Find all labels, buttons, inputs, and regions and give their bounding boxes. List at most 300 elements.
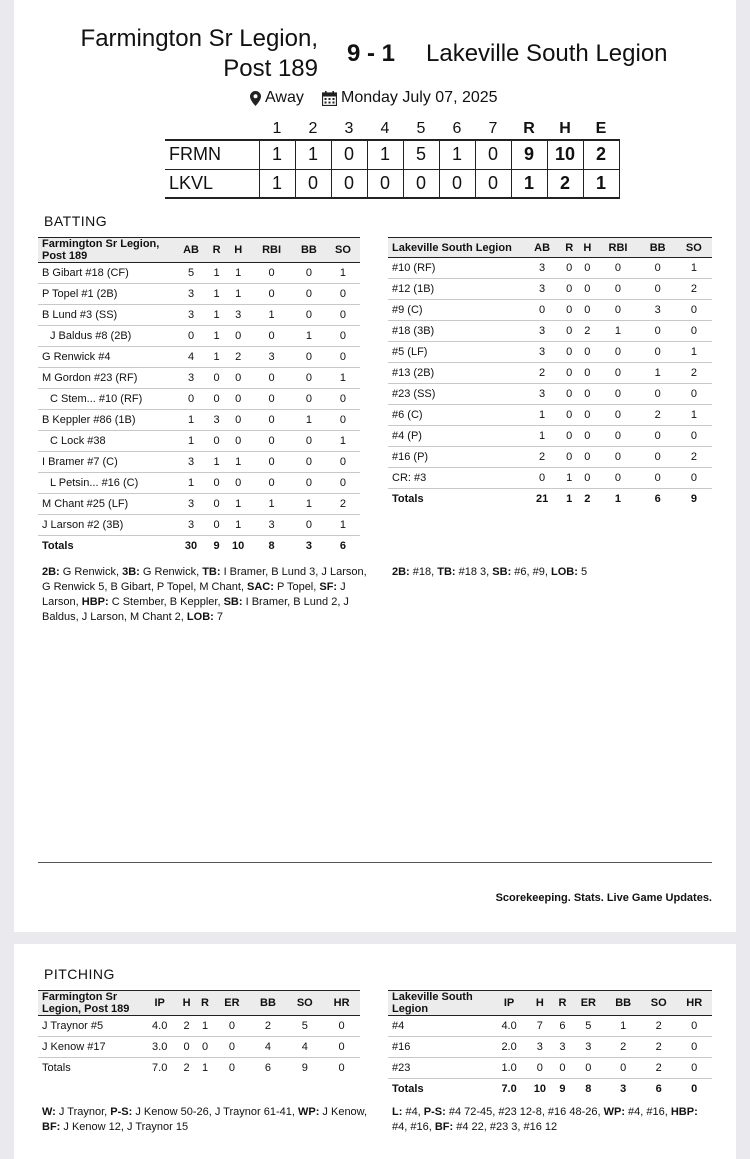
stat-cell: 0: [208, 431, 225, 452]
stat-cell: 0: [560, 405, 578, 426]
note-label: 3B:: [122, 566, 140, 578]
note-text: J Traynor,: [55, 1106, 111, 1118]
note-label: WP:: [297, 1106, 320, 1118]
col-header: SO: [676, 238, 712, 258]
final-score: 9 - 1: [347, 40, 396, 67]
stat-cell: 0: [225, 431, 251, 452]
stat-cell: 0: [578, 426, 596, 447]
note-text: P Topel,: [273, 581, 320, 593]
stat-cell: 0: [596, 279, 639, 300]
note-text: G Renwick,: [59, 566, 123, 578]
stat-cell: 0: [676, 1058, 712, 1079]
stat-cell: 0: [596, 342, 639, 363]
home-batting-notes: [42, 565, 368, 625]
line-score-row-away: [165, 169, 619, 198]
inning-runs: 1: [259, 169, 295, 198]
stat-cell: 4.0: [142, 1016, 177, 1037]
player-row: [38, 347, 360, 368]
player-name: #10 (RF): [388, 258, 524, 279]
inning-runs: 0: [475, 169, 511, 198]
stat-cell: 3: [524, 279, 560, 300]
stat-cell: 0: [560, 447, 578, 468]
inning-runs: 1: [439, 140, 475, 169]
inning-runs: 0: [367, 169, 403, 198]
stat-cell: 0: [326, 284, 360, 305]
stat-cell: 2: [524, 363, 560, 384]
stat-cell: 1: [208, 305, 225, 326]
stat-cell: 0: [526, 1058, 553, 1079]
stat-cell: 3: [208, 410, 225, 431]
home-team-line2: Post 189: [223, 55, 318, 82]
note-label: SB:: [492, 566, 512, 578]
stat-cell: 0: [251, 263, 292, 284]
calendar-icon: [322, 91, 337, 106]
player-row: [388, 1016, 712, 1037]
stat-cell: 0: [560, 258, 578, 279]
note-text: #4, #16,: [624, 1106, 671, 1118]
stat-cell: 0: [578, 468, 596, 489]
note-text: J Kenow 12, J Traynor 15: [60, 1121, 189, 1133]
stat-cell: 3: [251, 347, 292, 368]
stat-cell: 3: [174, 284, 208, 305]
stat-cell: 2: [641, 1058, 677, 1079]
note-label: HBP:: [81, 596, 109, 608]
inning-header: 1: [272, 119, 282, 137]
stat-cell: 0: [676, 1037, 712, 1058]
inning-runs: 0: [331, 140, 367, 169]
player-row: [38, 515, 360, 536]
total-cell: 6: [339, 540, 347, 553]
batting-header-row: [388, 238, 712, 258]
inning-runs: 1: [259, 140, 295, 169]
total-cell: 21: [535, 493, 549, 506]
stat-cell: 3: [174, 494, 208, 515]
stat-cell: 0: [292, 305, 326, 326]
player-name: #16 (P): [388, 447, 524, 468]
away-pitching-notes: [392, 1105, 712, 1135]
stat-cell: 0: [571, 1058, 605, 1079]
hits-header: H: [559, 119, 571, 137]
stat-cell: 3: [571, 1037, 605, 1058]
total-runs: 1: [511, 169, 547, 198]
total-cell: 0: [338, 1062, 345, 1075]
inning-header: 2: [308, 119, 318, 137]
player-row: [38, 368, 360, 389]
player-name: #4: [388, 1016, 492, 1037]
stat-cell: 3: [524, 321, 560, 342]
stat-cell: 4: [286, 1037, 323, 1058]
stat-cell: 2.0: [492, 1037, 526, 1058]
note-text: J Kenow,: [319, 1106, 368, 1118]
stat-cell: 1: [326, 368, 360, 389]
stat-cell: 0: [177, 1037, 195, 1058]
player-name: J Kenow #17: [38, 1037, 142, 1058]
stat-cell: 0: [326, 305, 360, 326]
stat-cell: 2: [676, 363, 712, 384]
date-info: [322, 89, 498, 107]
game-location: Away: [265, 89, 304, 106]
total-cell: 0: [228, 1062, 235, 1075]
stat-cell: 3: [174, 305, 208, 326]
note-text: #4 72-45, #23 12-8, #16 48-26,: [445, 1106, 604, 1118]
stat-cell: 0: [251, 452, 292, 473]
inning-runs: 1: [367, 140, 403, 169]
stat-cell: 0: [326, 389, 360, 410]
player-name: #6 (C): [388, 405, 524, 426]
stat-cell: 0: [578, 384, 596, 405]
stat-cell: 0: [208, 389, 225, 410]
stat-cell: 2: [676, 447, 712, 468]
batting-sheet: [14, 0, 736, 932]
col-header: RBI: [596, 238, 639, 258]
stat-cell: 1: [524, 405, 560, 426]
stat-cell: 5: [286, 1016, 323, 1037]
stat-cell: 0: [640, 342, 676, 363]
stat-cell: 7: [526, 1016, 553, 1037]
player-name: #16: [388, 1037, 492, 1058]
stat-cell: 0: [596, 405, 639, 426]
player-name: J Traynor #5: [38, 1016, 142, 1037]
stat-cell: 3.0: [142, 1037, 177, 1058]
stat-cell: 0: [640, 447, 676, 468]
stat-cell: 3: [524, 384, 560, 405]
stat-cell: 1: [196, 1016, 214, 1037]
inning-header: 5: [416, 119, 426, 137]
stat-cell: 0: [251, 473, 292, 494]
home-team-line1: Farmington Sr Legion,: [80, 25, 318, 52]
col-header: HR: [676, 991, 712, 1016]
stat-cell: 0: [208, 494, 225, 515]
total-cell: 9: [301, 1062, 308, 1075]
note-text: J Kenow 50-26, J Traynor 61-41,: [132, 1106, 298, 1118]
home-pitching-table: [38, 990, 360, 1079]
stat-cell: 0: [676, 300, 712, 321]
stat-cell: 3: [554, 1037, 572, 1058]
note-text: #4,: [402, 1106, 424, 1118]
stat-cell: 0: [251, 284, 292, 305]
player-row: [388, 321, 712, 342]
pitching-team-header: Farmington Sr Legion, Post 189: [38, 991, 142, 1016]
player-name: G Renwick #4: [38, 347, 174, 368]
stat-cell: 1: [225, 452, 251, 473]
player-name: #23: [388, 1058, 492, 1079]
col-header: BB: [605, 991, 641, 1016]
stat-cell: 2: [524, 447, 560, 468]
player-row: [388, 279, 712, 300]
stat-cell: 0: [326, 410, 360, 431]
stat-cell: 2: [250, 1016, 287, 1037]
player-name: #4 (P): [388, 426, 524, 447]
inning-runs: 5: [403, 140, 439, 169]
player-name: J Larson #2 (3B): [38, 515, 174, 536]
stat-cell: 0: [225, 410, 251, 431]
stat-cell: 1: [676, 342, 712, 363]
player-row: [388, 405, 712, 426]
stat-cell: 3: [526, 1037, 553, 1058]
total-cell: 1: [566, 493, 573, 506]
stat-cell: 2: [326, 494, 360, 515]
stat-cell: 0: [292, 389, 326, 410]
player-row: [38, 389, 360, 410]
player-name: C Stem... #10 (RF): [38, 389, 174, 410]
stat-cell: 1: [225, 263, 251, 284]
col-header: R: [554, 991, 572, 1016]
stat-cell: 1: [174, 473, 208, 494]
stat-cell: 1: [605, 1016, 641, 1037]
stat-cell: 1: [676, 258, 712, 279]
stat-cell: 1: [560, 468, 578, 489]
total-cell: 9: [690, 493, 697, 506]
total-errors: 2: [583, 140, 619, 169]
stat-cell: 0: [292, 473, 326, 494]
stat-cell: 0: [578, 258, 596, 279]
total-cell: 0: [691, 1083, 698, 1096]
player-row: [38, 1037, 360, 1058]
stat-cell: 0: [560, 384, 578, 405]
stat-cell: 0: [251, 326, 292, 347]
stat-cell: 0: [554, 1058, 572, 1079]
player-row: [38, 410, 360, 431]
stat-cell: 1: [326, 515, 360, 536]
total-cell: 7.0: [501, 1083, 517, 1096]
stat-cell: 3: [174, 452, 208, 473]
totals-label: Totals: [392, 493, 424, 506]
col-header: AB: [524, 238, 560, 258]
stat-cell: 0: [292, 431, 326, 452]
stat-cell: 2: [641, 1016, 677, 1037]
divider: [38, 862, 712, 863]
batting-team-header: Farmington Sr Legion, Post 189: [38, 238, 174, 263]
total-runs: 9: [511, 140, 547, 169]
note-label: SAC:: [247, 581, 274, 593]
stat-cell: 0: [326, 326, 360, 347]
note-label: SB:: [223, 596, 243, 608]
totals-label: Totals: [392, 1083, 424, 1096]
note-label: WP:: [603, 1106, 625, 1118]
stat-cell: 0: [578, 300, 596, 321]
total-cell: 6: [654, 493, 661, 506]
stat-cell: 0: [208, 473, 225, 494]
stat-cell: 0: [251, 431, 292, 452]
line-score-header: [165, 118, 619, 140]
player-row: [388, 1037, 712, 1058]
total-cell: 1: [614, 493, 622, 506]
total-hits: 10: [547, 140, 583, 169]
stat-cell: 0: [251, 410, 292, 431]
note-text: #18 3,: [455, 566, 493, 578]
stat-cell: 0: [578, 405, 596, 426]
col-header: AB: [174, 238, 208, 263]
stat-cell: 0: [560, 342, 578, 363]
player-name: C Lock #38: [38, 431, 174, 452]
player-row: [38, 473, 360, 494]
col-header: SO: [326, 238, 360, 263]
stat-cell: 0: [596, 363, 639, 384]
stat-cell: 6: [554, 1016, 572, 1037]
stat-cell: 5: [571, 1016, 605, 1037]
stat-cell: 0: [578, 363, 596, 384]
stat-cell: 1: [225, 494, 251, 515]
away-team-name: Lakeville South Legion: [426, 40, 668, 67]
total-cell: 10: [533, 1083, 546, 1096]
footer-tagline: Scorekeeping. Stats. Live Game Updates.: [495, 892, 712, 904]
note-text: I Bramer, B Lund 2, J Baldus, J Larson, M Chant 2,: [42, 596, 349, 623]
player-row: [38, 431, 360, 452]
stat-cell: 0: [640, 258, 676, 279]
inning-header: 3: [344, 119, 354, 137]
player-name: I Bramer #7 (C): [38, 452, 174, 473]
stat-cell: 0: [225, 368, 251, 389]
player-row: [388, 342, 712, 363]
stat-cell: 0: [596, 300, 639, 321]
player-name: P Topel #1 (2B): [38, 284, 174, 305]
player-name: B Gibart #18 (CF): [38, 263, 174, 284]
player-name: #12 (1B): [388, 279, 524, 300]
stat-cell: 0: [560, 279, 578, 300]
stat-cell: 0: [214, 1037, 249, 1058]
total-cell: 30: [184, 540, 198, 553]
note-label: W:: [42, 1106, 56, 1118]
stat-cell: 2: [640, 405, 676, 426]
stat-cell: 0: [524, 468, 560, 489]
player-name: #23 (SS): [388, 384, 524, 405]
stat-cell: 0: [326, 473, 360, 494]
note-label: 2B:: [392, 566, 410, 578]
stat-cell: 0: [676, 1016, 712, 1037]
stat-cell: 0: [605, 1058, 641, 1079]
stat-cell: 0: [251, 368, 292, 389]
total-cell: 8: [268, 540, 275, 553]
stat-cell: 0: [524, 300, 560, 321]
note-label: SF:: [319, 581, 338, 593]
stat-cell: 1: [640, 363, 676, 384]
stat-cell: 1: [676, 405, 712, 426]
stat-cell: 0: [208, 515, 225, 536]
col-header: BB: [640, 238, 676, 258]
col-header: SO: [641, 991, 677, 1016]
batting-team-header: Lakeville South Legion: [388, 238, 524, 258]
player-row: [38, 326, 360, 347]
col-header: BB: [250, 991, 287, 1016]
player-name: M Chant #25 (LF): [38, 494, 174, 515]
stat-cell: 0: [225, 326, 251, 347]
stat-cell: 0: [560, 363, 578, 384]
stat-cell: 0: [292, 452, 326, 473]
player-name: J Baldus #8 (2B): [38, 326, 174, 347]
totals-label: Totals: [42, 540, 74, 553]
total-cell: 7.0: [152, 1062, 168, 1075]
note-text: J Larson,: [42, 581, 346, 608]
stat-cell: 2: [605, 1037, 641, 1058]
totals-row: [38, 1058, 360, 1079]
stat-cell: 3: [251, 515, 292, 536]
player-row: [388, 1058, 712, 1079]
location-info: [250, 89, 304, 107]
player-name: CR: #3: [388, 468, 524, 489]
player-row: [38, 305, 360, 326]
player-name: L Petsin... #16 (C): [38, 473, 174, 494]
stat-cell: 0: [596, 258, 639, 279]
stat-cell: 0: [578, 342, 596, 363]
home-team-name: [81, 24, 318, 84]
inning-header: 6: [452, 119, 462, 137]
col-header: H: [578, 238, 596, 258]
note-label: L:: [392, 1106, 403, 1118]
stat-cell: 5: [174, 263, 208, 284]
player-row: [388, 426, 712, 447]
stat-cell: 0: [578, 279, 596, 300]
stat-cell: 0: [174, 389, 208, 410]
col-header: R: [196, 991, 214, 1016]
player-row: [38, 263, 360, 284]
away-pitching-table: [388, 990, 712, 1100]
player-name: B Lund #3 (SS): [38, 305, 174, 326]
stat-cell: 1: [208, 452, 225, 473]
note-text: #4 22, #23 3, #16 12: [453, 1121, 558, 1133]
total-cell: 3: [620, 1083, 627, 1096]
total-cell: 6: [655, 1083, 662, 1096]
inning-runs: 0: [295, 169, 331, 198]
note-text: #4, #16,: [392, 1121, 435, 1133]
stat-cell: 0: [676, 468, 712, 489]
stat-cell: 4: [174, 347, 208, 368]
note-label: 2B:: [42, 566, 60, 578]
home-pitching-notes: [42, 1105, 368, 1135]
stat-cell: 4.0: [492, 1016, 526, 1037]
stat-cell: 0: [596, 468, 639, 489]
stat-cell: 2: [225, 347, 251, 368]
stat-cell: 3: [524, 258, 560, 279]
pitching-header-row: [388, 991, 712, 1016]
total-cell: 9: [213, 540, 220, 553]
totals-row: [388, 1079, 712, 1100]
note-label: TB:: [437, 566, 456, 578]
stat-cell: 1: [251, 494, 292, 515]
stat-cell: 0: [640, 468, 676, 489]
stat-cell: 1: [208, 326, 225, 347]
map-pin-icon: [250, 91, 261, 106]
stat-cell: 0: [292, 515, 326, 536]
team-abbr: FRMN: [165, 140, 259, 169]
note-text: #6, #9,: [511, 566, 552, 578]
stat-cell: 1: [292, 494, 326, 515]
total-errors: 1: [583, 169, 619, 198]
stat-cell: 3: [174, 515, 208, 536]
inning-runs: 0: [475, 140, 511, 169]
stat-cell: 0: [596, 384, 639, 405]
col-header: ER: [214, 991, 249, 1016]
col-header: R: [560, 238, 578, 258]
player-row: [388, 447, 712, 468]
player-row: [38, 494, 360, 515]
stat-cell: 0: [323, 1016, 360, 1037]
stat-cell: 1: [251, 305, 292, 326]
player-name: #18 (3B): [388, 321, 524, 342]
stat-cell: 0: [596, 447, 639, 468]
stat-cell: 0: [326, 347, 360, 368]
col-header: H: [177, 991, 195, 1016]
player-row: [38, 284, 360, 305]
totals-label: Totals: [42, 1062, 71, 1075]
stat-cell: 0: [225, 389, 251, 410]
col-header: ER: [571, 991, 605, 1016]
inning-header: 4: [380, 119, 390, 137]
errors-header: E: [595, 119, 607, 137]
stat-cell: 0: [596, 426, 639, 447]
pitching-section-title: PITCHING: [44, 966, 115, 982]
stat-cell: 0: [676, 426, 712, 447]
stat-cell: 0: [292, 368, 326, 389]
